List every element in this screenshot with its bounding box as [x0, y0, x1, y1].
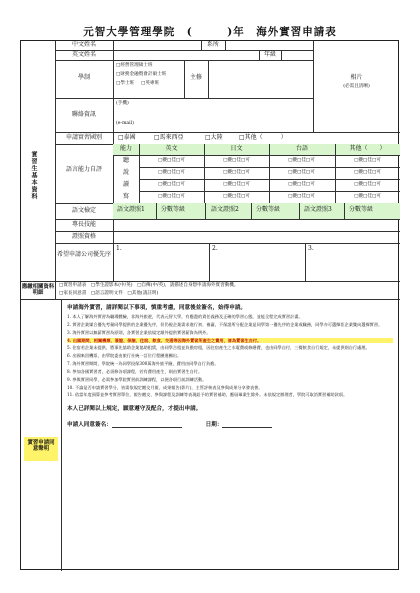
- label-certificate: 證照資格: [71, 233, 96, 240]
- consent-label: 實習申請同意聲明: [27, 440, 55, 453]
- consent-intro: 申請海外實習，請詳閱以下事項，慎重考慮，同意後並簽名，始得申請。: [67, 305, 247, 311]
- country-option-china[interactable]: □大陸: [205, 134, 223, 141]
- program-option-1[interactable]: □經營管理碩士班: [116, 63, 153, 68]
- date-label: 日期：: [205, 421, 223, 428]
- consent-item: 9. 參與實習同學，必需參加學院實習前訓練課程，以便各項行前訓練活動。: [67, 376, 207, 382]
- lang-row-label: 讀: [122, 181, 129, 188]
- consent-item: 11. 依當年度預算並參考實習單位、報告繳交、參與課程及訓練等表現給予的實習補助，應屆畢業生除外。未依規定辦理者，學院可取消實習補助款項。: [67, 392, 348, 398]
- input-chinese-name[interactable]: [113, 41, 201, 50]
- lang-header-japanese: 日文: [230, 145, 243, 152]
- program-option-4[interactable]: □英專班: [141, 81, 160, 86]
- lang-row-label: 說: [122, 169, 129, 176]
- label-major: 主修: [189, 74, 202, 81]
- pref-2[interactable]: 2.: [212, 245, 218, 252]
- lang-level-options[interactable]: □優□佳□可: [288, 170, 315, 175]
- input-certificate[interactable]: [113, 231, 400, 243]
- contact-phone[interactable]: (手機): [116, 101, 129, 106]
- label-dept: 系所: [206, 41, 219, 48]
- input-english-name[interactable]: [113, 50, 259, 60]
- date-field[interactable]: [222, 422, 272, 428]
- test-cell-4: 分數等級: [256, 206, 281, 213]
- label-lang-ability: 語言能力自評: [65, 166, 102, 173]
- lang-header-other: 其他（ ）: [349, 145, 386, 152]
- test-cell-5: 語文證照3: [304, 206, 332, 213]
- program-option-3[interactable]: □學士班: [116, 81, 135, 86]
- signature-row: [67, 420, 393, 428]
- label-intern-country: 申請實習國別: [65, 134, 102, 141]
- docs-line-2[interactable]: □家長同意書 □語言證明文件 □其他(請註明): [59, 291, 159, 296]
- test-cell-3: 語文證照2: [211, 206, 239, 213]
- consent-item: 7. 海外實習期間，學院統一為同學投保300萬海外旅平險，費用由同學自行負擔。: [67, 361, 219, 367]
- signature-field[interactable]: [112, 422, 182, 428]
- lang-header-taiwanese: 台語: [295, 145, 308, 152]
- contact-email[interactable]: (e-mail): [116, 121, 134, 126]
- label-english-name: 英文姓名: [71, 51, 96, 58]
- docs-label: 應繳相關資料明細: [21, 284, 55, 297]
- country-option-other[interactable]: □其他（ ）: [239, 134, 287, 141]
- pref-3[interactable]: 3.: [308, 245, 314, 252]
- lang-level-options[interactable]: □優□佳□可: [158, 170, 185, 175]
- side-label-basic: 實習生基本資料: [30, 151, 37, 200]
- form-table: [20, 40, 399, 570]
- test-cell-2: 分數等級: [161, 206, 186, 213]
- lang-level-options[interactable]: □優□佳□可: [158, 194, 185, 199]
- consent-body: [67, 303, 393, 428]
- photo-label: 相片: [350, 74, 363, 81]
- consent-item: 3. 海外實習以無薪實習為原則，各實習企業依規定額外提供實習薪資為例外。: [67, 329, 211, 335]
- consent-item: 8. 參加各國實習者，必須修各項課程，若有費用產生，則由實習生自付。: [67, 368, 203, 374]
- input-dept[interactable]: [225, 41, 313, 50]
- lang-row-label: 聽: [122, 157, 129, 164]
- input-major[interactable]: [208, 60, 313, 98]
- consent-item: 2. 實習企業媒合優先考量同學提供的企業優先序，但仍視企業需求進行初、複審，不保證所分配企業是同學第一優先序的企業或職務，同學亦可選擇拒企業雙向選擇實習。: [67, 321, 383, 327]
- lang-level-options[interactable]: □優□佳□可: [288, 194, 315, 199]
- lang-header-english: 英文: [165, 145, 178, 152]
- sign-label: 申請人同意簽名：: [67, 421, 112, 428]
- consent-item: 5. 住宿若企業未提供，將事先協助企業協助租賃，由同學合租並負擔房租，因住宿產生之水電費或修繕費，也由同學自付，三餐飲食自行規定，未提供則自行處理。: [67, 345, 370, 351]
- lang-level-options[interactable]: □優□佳□可: [158, 182, 185, 187]
- lang-level-options[interactable]: □優□佳□可: [223, 170, 250, 175]
- consent-item: 6. 出國來回機票，由學院委由旅行社統一訂位行程團進團出。: [67, 353, 182, 359]
- consent-item: 4. 出國期間，相關機票、簽證、保險、住宿、飲食、交通等因海外實習所產生之費用，皆為實習生自付。: [67, 338, 393, 343]
- label-program: 學制: [77, 74, 90, 81]
- program-option-2[interactable]: □財務金融暨會計碩士班: [116, 72, 167, 77]
- label-lang-test: 語文檢定: [71, 207, 96, 214]
- label-expertise: 專長技能: [71, 221, 96, 228]
- label-grade: 年級: [263, 51, 276, 58]
- lang-level-options[interactable]: □優□佳□可: [354, 194, 381, 199]
- consent-item: 1. 本人了解海外實習為職場體驗，非海外旅遊，代表元智大學，有應盡的責任義務及正確的學習心態，並能全程完成實習計畫。: [67, 314, 303, 319]
- pref-1[interactable]: 1.: [116, 245, 122, 252]
- lang-level-options[interactable]: □優□佳□可: [223, 194, 250, 199]
- lang-level-options[interactable]: □優□佳□可: [288, 158, 315, 163]
- test-cell-6: 分數等級: [349, 206, 374, 213]
- consent-final: 本人已詳閱以上規定，願意遵守及配合，才提出申請。: [67, 405, 202, 412]
- label-preference: 希望申請公司優先序: [57, 251, 112, 258]
- docs-line-1[interactable]: □實習申請表 □學生證影本(中/英) □自傳(中/英)，請描述自身想申請海外實習動機。: [59, 283, 239, 288]
- lang-level-options[interactable]: □優□佳□可: [354, 158, 381, 163]
- country-option-malaysia[interactable]: □馬來西亞: [154, 134, 184, 141]
- lang-level-options[interactable]: □優□佳□可: [354, 170, 381, 175]
- lang-level-options[interactable]: □優□佳□可: [158, 158, 185, 163]
- form-title: 元智大學管理學院 ( )年 海外實習申請表: [83, 26, 337, 38]
- consent-item: 10. 不論是否申請實習學分，皆需依規定繳交月報、成果報告(影片)，主管評核表及參與成果分享發表會。: [67, 384, 263, 390]
- lang-row-label: 寫: [122, 193, 129, 200]
- input-expertise[interactable]: [113, 219, 400, 231]
- country-option-thailand[interactable]: □泰國: [118, 134, 136, 141]
- lang-level-options[interactable]: □優□佳□可: [354, 182, 381, 187]
- lang-level-options[interactable]: □優□佳□可: [223, 182, 250, 187]
- label-chinese-name: 中文姓名: [71, 41, 96, 48]
- photo-hint: (必需且清晰): [343, 84, 370, 89]
- lang-level-options[interactable]: □優□佳□可: [288, 182, 315, 187]
- label-contact: 聯絡資訊: [71, 111, 96, 118]
- test-cell-1: 語文證照1: [117, 206, 145, 213]
- lang-level-options[interactable]: □優□佳□可: [223, 158, 250, 163]
- lang-header-ability: 能力: [119, 145, 132, 152]
